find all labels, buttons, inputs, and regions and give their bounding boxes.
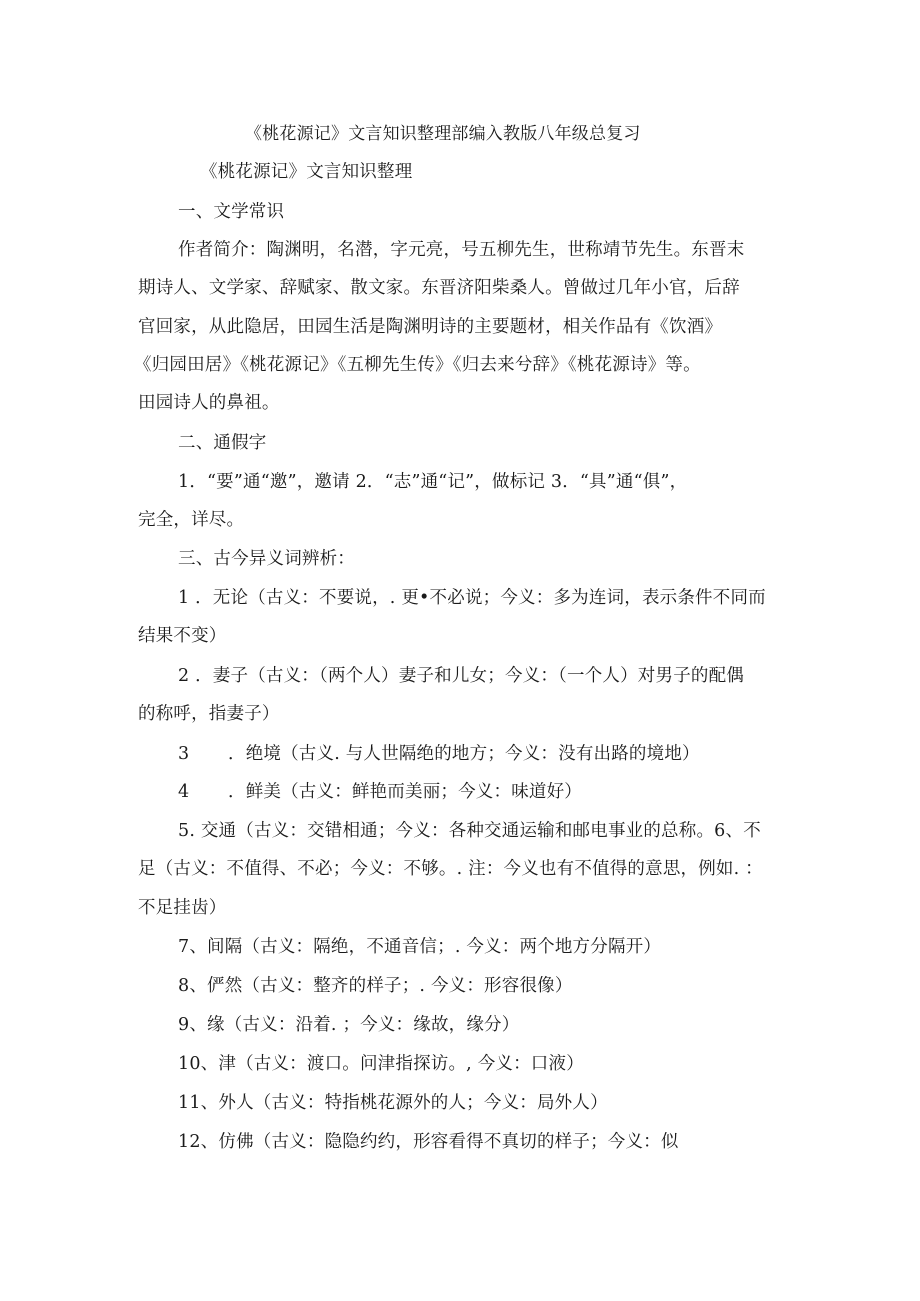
author-intro-line: 《归园田居》《桃花源记》《五柳先生传》《归去来兮辞》《桃花源诗》等。 (134, 355, 701, 375)
list-item-1-cont: 结果不变） (138, 626, 227, 646)
list-item-1: 1 ．无论（古义：不要说，. 更•不必说；今义：多为连词，表示条件不同而 (178, 588, 766, 608)
list-item-8: 8、俨然（古义：整齐的样子；. 今义：形容很像） (178, 976, 573, 996)
list-item-5-cont: 不足挂齿） (138, 898, 227, 918)
list-item-5-cont: 足（古义：不值得、不必；今义：不够。. 注：今义也有不值得的意思，例如. ： (138, 859, 763, 879)
list-item-7: 7、间隔（古义：隔绝，不通音信；. 今义：两个地方分隔开） (178, 937, 662, 957)
tongjiazi-line: 完全，详尽。 (138, 510, 245, 530)
list-item-5: 5. 交通（古义：交错相通；今义：各种交通运输和邮电事业的总称。6、不 (178, 821, 761, 841)
list-item-3: ．绝境（古义. 与人世隔绝的地方；今义：没有出路的境地） (228, 744, 700, 764)
list-item-4-number: 4 (178, 782, 190, 802)
list-item-3-number: 3 (178, 744, 190, 764)
author-intro-line: 作者简介：陶渊明，名潜，字元亮，号五柳先生，世称靖节先生。东晋末 (178, 240, 745, 260)
list-item-4: ．鲜美（古义：鲜艳而美丽；今义：味道好） (228, 782, 582, 802)
author-intro-line: 田园诗人的鼻祖。 (138, 393, 280, 413)
tongjiazi-line: 1．“要”通“邀”，邀请 2．“志”通“记”，做标记 3．“具”通“俱”， (178, 472, 688, 492)
document-subtitle: 《桃花源记》文言知识整理 (200, 162, 413, 182)
document-title: 《桃花源记》文言知识整理部编入教版八年级总复习 (245, 124, 641, 144)
list-item-10: 10、津（古义：渡口。问津指探访。, 今义：口液） (178, 1054, 584, 1074)
list-item-12: 12、仿佛（古义：隐隐约约，形容看得不真切的样子；今义：似 (178, 1132, 679, 1152)
section-heading-literature: 一、文学常识 (178, 202, 285, 222)
author-intro-line: 官回家，从此隐居，田园生活是陶渊明诗的主要题材，相关作品有《饮酒》 (138, 317, 723, 337)
section-heading-gujin: 三、古今异义词辨析： (178, 549, 355, 569)
list-item-2: 2 ．妻子（古义：（两个人）妻子和儿女；今义：（一个人）对男子的配偶 (178, 666, 744, 686)
author-intro-line: 期诗人、文学家、辞赋家、散文家。东晋济阳柴桑人。曾做过几年小官，后辞 (138, 278, 740, 298)
list-item-9: 9、缘（古义：沿着. ；今义：缘故，缘分） (178, 1015, 520, 1035)
list-item-11: 11、外人（古义：特指桃花源外的人；今义：局外人） (178, 1093, 608, 1113)
section-heading-tongjiazi: 二、通假字 (178, 433, 267, 453)
list-item-2-cont: 的称呼，指妻子） (138, 704, 280, 724)
